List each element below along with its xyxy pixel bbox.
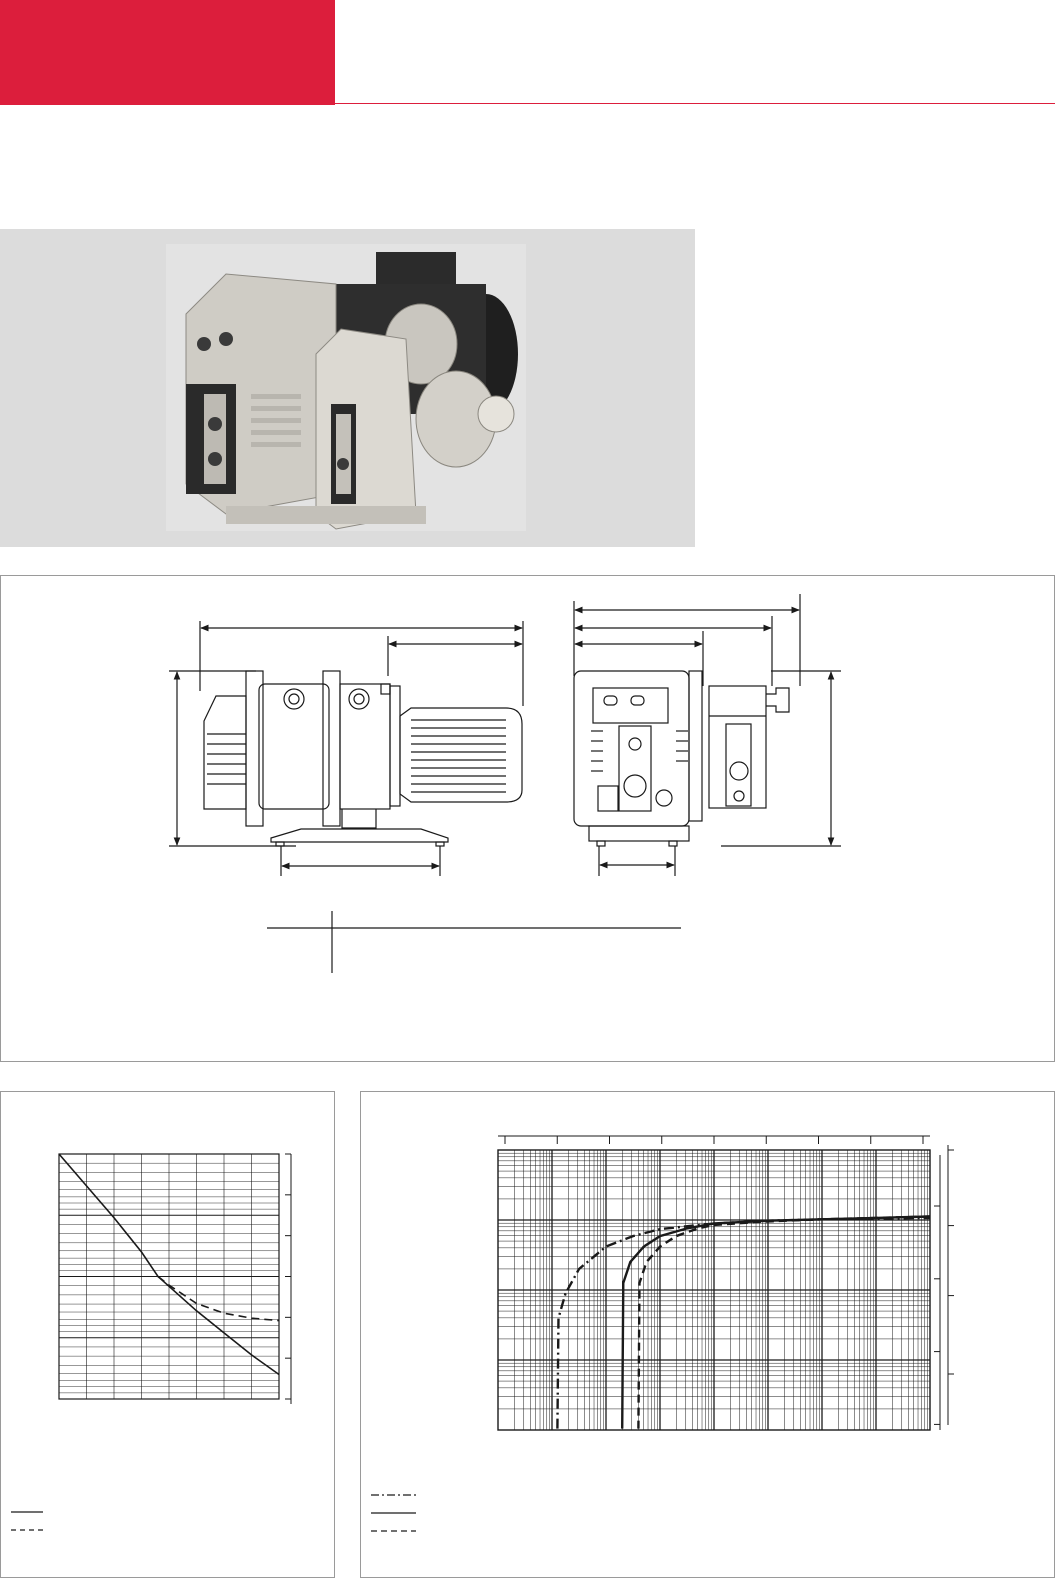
rear-port-lower-icon bbox=[208, 452, 222, 466]
oil-fill-port-icon bbox=[219, 332, 233, 346]
dimension-drawing-panel bbox=[0, 575, 1055, 1062]
front-port-icon bbox=[337, 458, 349, 470]
dimension-table bbox=[267, 911, 681, 973]
speed-series-dashed bbox=[158, 1277, 279, 1321]
side-fins bbox=[207, 720, 506, 792]
side-view bbox=[169, 621, 523, 876]
rear-port-plate bbox=[204, 394, 226, 484]
pump-series-dash-dot bbox=[557, 1218, 930, 1429]
pumping-speed-chart bbox=[361, 1092, 1055, 1579]
pumping-speed-chart-panel bbox=[360, 1091, 1055, 1578]
speed-chart bbox=[1, 1092, 336, 1579]
brand-color-block bbox=[0, 0, 335, 105]
speed-chart-panel bbox=[0, 1091, 335, 1578]
rear-port-upper-icon bbox=[208, 417, 222, 431]
pump-base-frame bbox=[226, 506, 426, 524]
coupling-cap bbox=[478, 396, 514, 432]
speed-grid bbox=[59, 1154, 291, 1404]
gas-ballast-port-icon bbox=[197, 337, 211, 351]
product-photo bbox=[166, 244, 526, 531]
vacuum-pump-illustration bbox=[166, 244, 526, 531]
dimension-drawing bbox=[1, 576, 1055, 1063]
front-view bbox=[574, 594, 841, 876]
pump-grid bbox=[498, 1136, 954, 1430]
header-rule bbox=[335, 103, 1055, 104]
front-fins bbox=[591, 731, 688, 771]
front-port-plate bbox=[336, 414, 351, 494]
